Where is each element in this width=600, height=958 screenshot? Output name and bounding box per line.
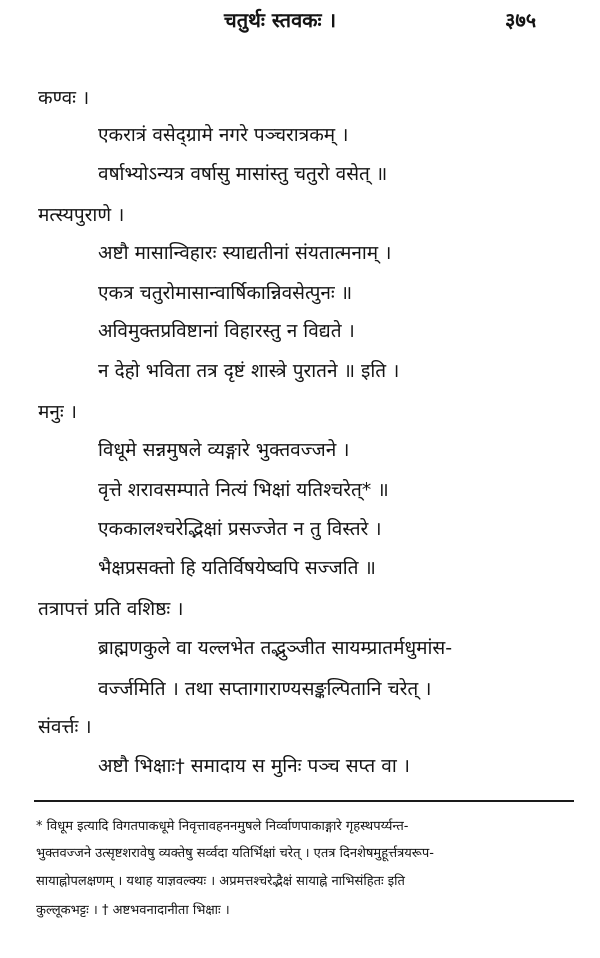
verse-line: अष्टौ भिक्षाः† समादाय स मुनिः पञ्च सप्त वा । <box>98 755 410 777</box>
verse-line: अष्टौ मासान्विहारः स्याद्यतीनां संयतात्मनाम् । <box>98 242 392 264</box>
footnote-line: सायाह्नोपलक्षणम् । यथाह याज्ञवल्क्यः । अप्रमत्तश्चरेद्भैक्षं सायाह्ने नाभिसंहितः इति <box>36 874 405 889</box>
verse-line: वृत्ते शरावसम्पाते नित्यं भिक्षां यतिश्चरेत्* ॥ <box>98 479 389 501</box>
source-heading: संवर्त्तः । <box>38 716 92 738</box>
running-header-title: चतुर्थः स्तवकः । <box>224 8 337 32</box>
verse-line: अविमुक्तप्रविष्टानां विहारस्तु न विद्यते । <box>98 320 355 342</box>
source-heading: मत्स्यपुराणे । <box>38 204 125 226</box>
verse-line: वर्षाभ्योऽन्यत्र वर्षासु मासांस्तु चतुरो वसेत् ॥ <box>98 163 388 185</box>
source-heading: तत्रापत्तं प्रति वशिष्ठः । <box>38 598 184 620</box>
verse-line: भैक्षप्रसक्तो हि यतिर्विषयेष्वपि सज्जति ॥ <box>98 557 376 579</box>
footnote-line: भुक्तवज्जने उत्सृष्टशरावेषु व्यक्तेषु सर्व्वदा यतिर्भिक्षां चरेत् । एतत्र दिनशेषमुहूर्त्तत्रयरूप- <box>36 846 434 861</box>
verse-line: एकत्र चतुरोमासान्वार्षिकान्निवसेत्पुनः ॥ <box>98 282 353 304</box>
verse-line: विधूमे सन्नमुषले व्यङ्गारे भुक्तवज्जने । <box>98 439 350 461</box>
prose-line: ब्राह्मणकुले वा यल्लभेत तद्भुञ्जीत सायम्प्रातर्मधुमांस- <box>98 637 453 659</box>
verse-line: न देहो भविता तत्र दृष्टं शास्त्रे पुरातने ॥ इति । <box>98 360 400 382</box>
verse-line: एककालश्चरेद्भिक्षां प्रसज्जेत न तु विस्तरे । <box>98 518 382 540</box>
verse-line: एकरात्रं वसेद्ग्रामे नगरे पञ्चरात्रकम् । <box>98 124 349 146</box>
page-number: ३७५ <box>505 8 537 32</box>
footnote-line: * विधूम इत्यादि विगतपाकधूमे निवृत्तावहननमुषले निर्व्वाणपाकाङ्गारे गृहस्थपर्य्यन्त- <box>36 819 409 834</box>
source-heading: मनुः । <box>38 401 77 423</box>
footnote-line: कुल्लूकभट्टः । † अष्टभवनादानीता भिक्षाः । <box>36 903 230 918</box>
prose-line: वर्ज्जमिति । तथा सप्तागाराण्यसङ्कल्पितानि चरेत् । <box>98 678 432 700</box>
footnote-separator <box>34 800 574 802</box>
source-heading: कण्वः । <box>38 87 90 109</box>
